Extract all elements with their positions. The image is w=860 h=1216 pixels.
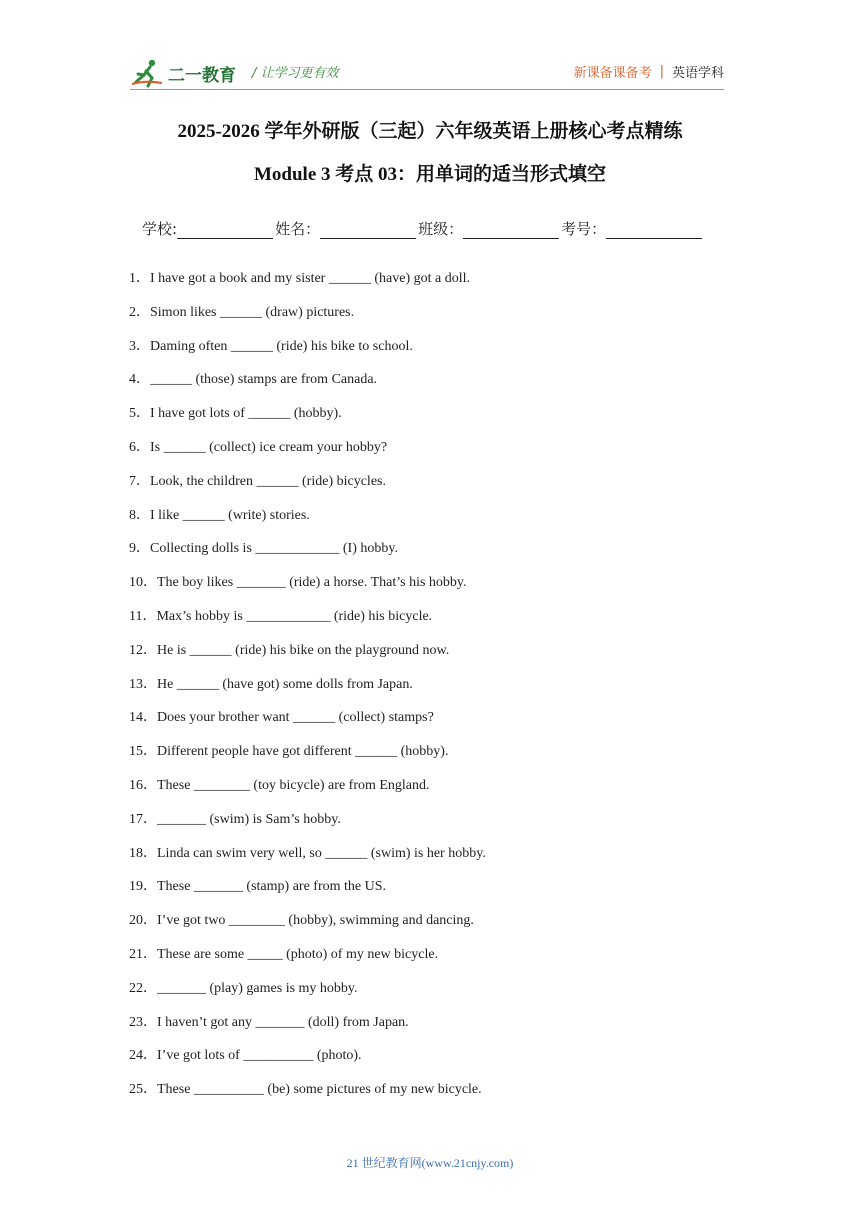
header-tag: 新课备课备考 (573, 66, 652, 81)
logo (130, 56, 236, 90)
header-separator: | (659, 64, 664, 79)
exam-number-blank[interactable] (606, 222, 702, 239)
question-item: 14．Does your brother want ______ (collect) stamps? (129, 710, 434, 726)
info-label: 考号： (561, 220, 607, 238)
question-item: 4．______ (those) stamps are from Canada. (129, 372, 378, 388)
name-blank[interactable] (320, 222, 416, 239)
question-item: 21．These are some _____ (photo) of my new bicycle. (129, 946, 439, 962)
question-item: 13．He ______ (have got) some dolls from Japan. (129, 676, 413, 692)
question-item: 23．I haven’t got any _______ (doll) from Japan. (129, 1014, 409, 1030)
info-name (275, 218, 418, 239)
question-item: 9．Collecting dolls is ____________ (I) hobby. (129, 541, 398, 557)
question-item: 6．Is ______ (collect) ice cream your hobby? (129, 439, 388, 455)
page-subtitle: Module 3 考点 03：用单词的适当形式填空 (253, 164, 607, 185)
question-item: 7．Look, the children ______ (ride) bicycles. (129, 473, 386, 489)
question-list (129, 268, 729, 1113)
question-item: 22．_______ (play) games is my hobby. (129, 980, 358, 996)
info-class (418, 218, 561, 239)
question-item: 18．Linda can swim very well, so ______ (swim) is her hobby. (129, 845, 486, 861)
question-item: 2．Simon likes ______ (draw) pictures. (129, 304, 355, 320)
student-info-row (142, 218, 704, 239)
question-item: 19．These _______ (stamp) are from the US. (129, 879, 386, 895)
class-blank[interactable] (463, 222, 559, 239)
slogan: / 让学习更有效 (252, 66, 339, 81)
header-subject: 英语学科 (671, 66, 724, 81)
info-exam-number (561, 218, 704, 239)
header-divider (130, 89, 724, 90)
question-item: 3．Daming often ______ (ride) his bike to school. (129, 338, 413, 354)
question-item: 1．I have got a book and my sister ______ (have) got a doll. (129, 271, 470, 286)
question-item: 16．These ________ (toy bicycle) are from England. (129, 777, 430, 793)
question-item: 12．He is ______ (ride) his bike on the playground now. (129, 642, 450, 658)
question-item: 17．_______ (swim) is Sam’s hobby. (129, 811, 341, 827)
question-item: 20．I’ve got two ________ (hobby), swimming and dancing. (129, 913, 474, 929)
runner-logo-icon (130, 58, 164, 88)
info-school (142, 218, 275, 239)
question-item: 24．I’ve got lots of __________ (photo). (129, 1048, 362, 1064)
header-right (574, 62, 724, 81)
question-item: 11．Max’s hobby is ____________ (ride) his bicycle. (129, 608, 433, 624)
logo-text: 二一教育 (168, 65, 236, 86)
school-blank[interactable] (177, 222, 273, 239)
info-label: 班级： (418, 220, 464, 238)
question-item: 10．The boy likes _______ (ride) a horse. That’s his hobby. (129, 575, 467, 591)
page-title: 2025-2026 学年外研版（三起）六年级英语上册核心考点精练 (177, 121, 683, 142)
page-header (130, 56, 724, 90)
question-item: 5．I have got lots of ______ (hobby). (129, 406, 342, 422)
question-item: 25．These __________ (be) some pictures of my new bicycle. (129, 1082, 482, 1098)
info-label: 姓名： (275, 220, 321, 238)
page-footer: 21 世纪教育网(www.21cnjy.com) (346, 1156, 514, 1170)
question-item: 8．I like ______ (write) stories. (129, 507, 310, 523)
question-item: 15．Different people have got different ______ (hobby). (129, 744, 449, 760)
info-label: 学校: (142, 220, 178, 238)
